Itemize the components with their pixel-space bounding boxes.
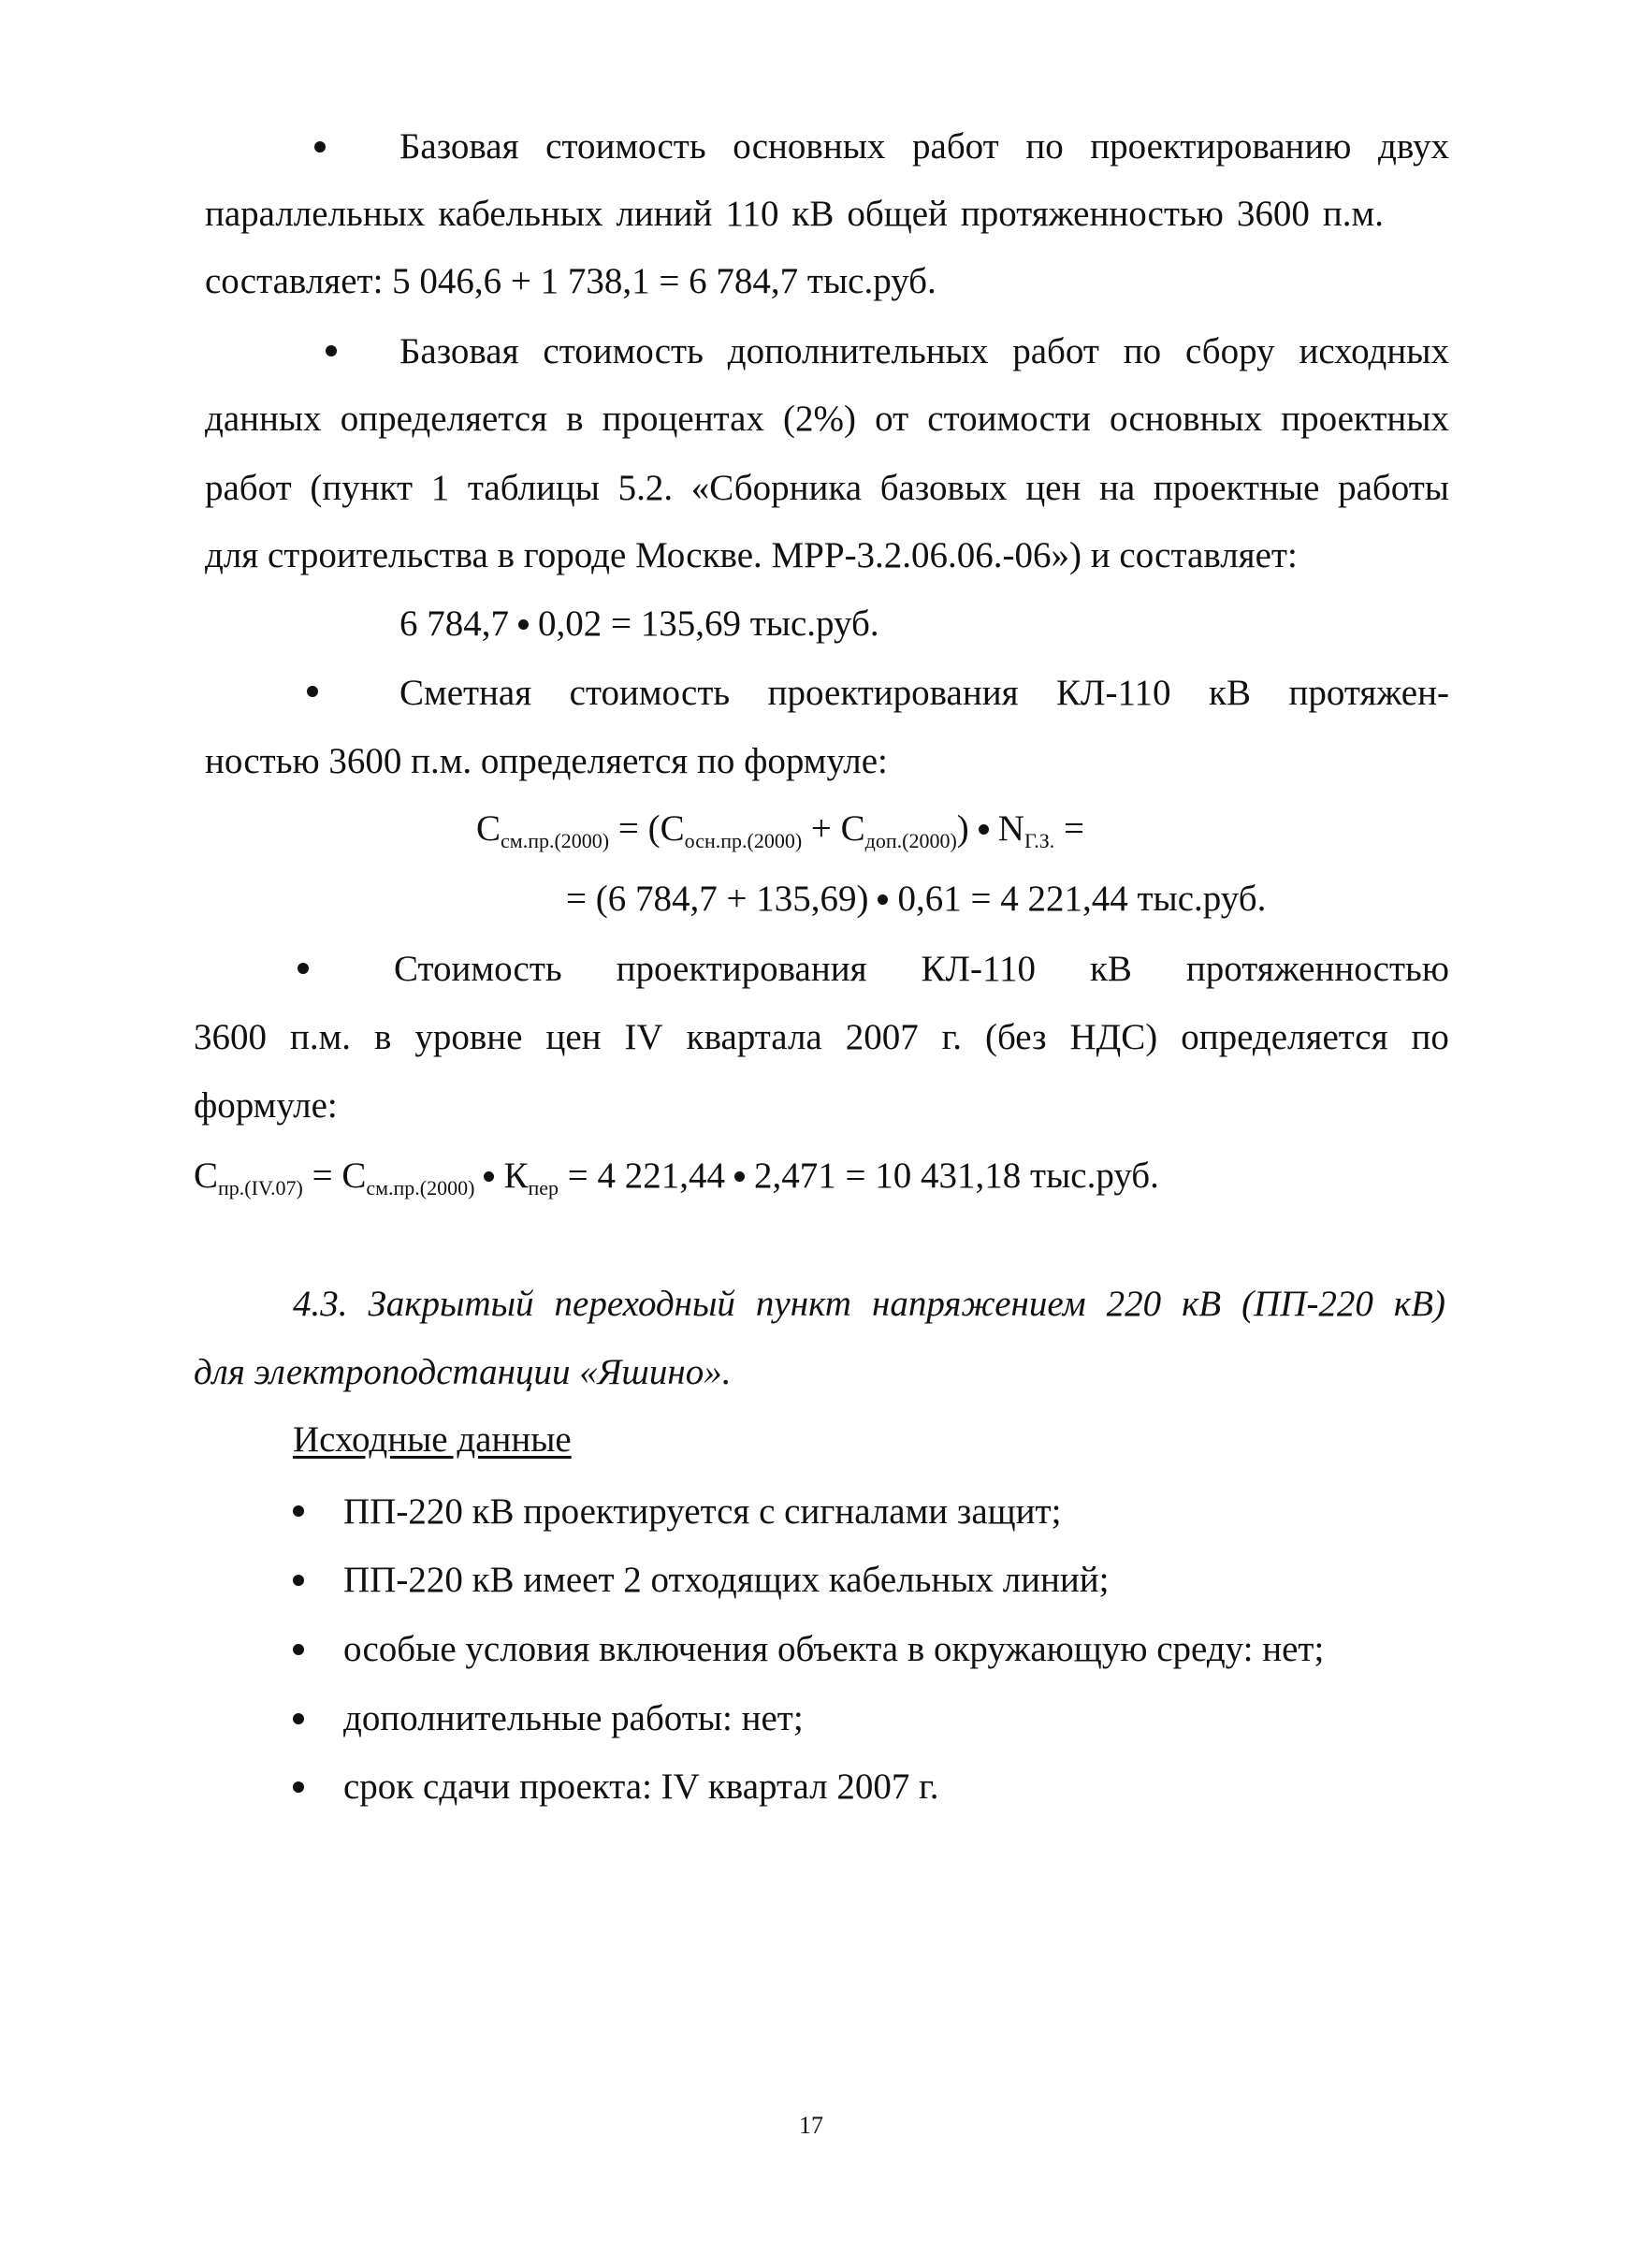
word: процентах (602, 399, 764, 439)
word: 1 (430, 468, 450, 508)
word: пункт (755, 1284, 851, 1324)
word: кабельных (438, 194, 603, 234)
word: напряжением (871, 1284, 1086, 1324)
formula-subscript: осн.пр.(2000) (684, 829, 803, 852)
word: в (566, 399, 584, 439)
word: проектных (1281, 399, 1449, 439)
word: основных (733, 126, 886, 167)
word: проектированию (1090, 126, 1352, 167)
list-item: срок сдачи проекта: IV квартал 2007 г. (343, 1766, 939, 1807)
word: двух (1378, 126, 1449, 167)
word: сбору (1185, 331, 1275, 371)
paragraph-4-line-1 (394, 947, 1449, 992)
word: (пункт (310, 468, 414, 508)
word: п.м. (289, 1017, 352, 1057)
bullet-icon (293, 1505, 304, 1517)
word: НДС) (1069, 1017, 1158, 1057)
paragraph-2-line-4: для строительства в городе Москве. МРР-3.2.06.06.-06») и составляет: (205, 535, 1298, 575)
word: общей (847, 194, 948, 234)
bullet-icon (293, 1781, 304, 1793)
word: проектные (1153, 468, 1320, 508)
formula-subscript: Г.З. (1024, 829, 1055, 852)
word: переходный (554, 1284, 735, 1324)
word: проектирования (616, 949, 867, 989)
word: по (1025, 126, 1064, 167)
formula-subscript: см.пр.(2000) (501, 829, 610, 852)
word: таблицы (467, 468, 600, 508)
paragraph-4-line-3: формуле: (194, 1085, 338, 1126)
word: на (1099, 468, 1136, 508)
word: 3600 (1236, 194, 1310, 234)
word: (ПП-220 (1241, 1284, 1373, 1324)
paragraph-3-line-1 (399, 671, 1449, 716)
formula-3 (194, 1154, 1159, 1199)
word: цен (545, 1017, 602, 1057)
formula-symbol: = 4 221,44 (559, 1156, 726, 1196)
word: работ (912, 126, 999, 167)
word: «Сборника (690, 468, 863, 508)
multiply-dot-icon (878, 894, 888, 905)
word: 220 (1106, 1284, 1162, 1324)
formula-1 (476, 807, 1084, 851)
word: данных (205, 399, 322, 439)
word: кВ (1182, 1284, 1222, 1324)
section-heading-line-1 (293, 1282, 1445, 1327)
list-item: дополнительные работы: нет; (343, 1698, 804, 1738)
word: в (374, 1017, 392, 1057)
word: стоимость (569, 673, 731, 713)
multiply-dot-icon (484, 1171, 494, 1182)
word: квартала (686, 1017, 822, 1057)
bullet-icon (298, 963, 309, 974)
word: определяется (1181, 1017, 1388, 1057)
bullet-icon (293, 1713, 304, 1724)
formula-subscript: пер (528, 1176, 559, 1199)
multiply-dot-icon (734, 1171, 745, 1182)
word: работ (1012, 331, 1099, 371)
bullet-icon (326, 345, 337, 356)
word: (без (984, 1017, 1047, 1057)
word: стоимости (927, 399, 1091, 439)
word: 110 (725, 194, 779, 234)
word: параллельных (205, 194, 426, 234)
multiply-dot-icon (518, 619, 529, 630)
section-subheading: Исходные данные (293, 1419, 572, 1460)
word: 4.3. (293, 1284, 348, 1324)
formula-2-right: 0,61 = 4 221,44 тыс.руб. (897, 879, 1267, 919)
formula-symbol: = (1054, 808, 1084, 849)
list-item: особые условия включения объекта в окружающую среду: нет; (343, 1629, 1325, 1669)
word: проектирования (767, 673, 1019, 713)
word: по (1411, 1017, 1449, 1057)
word: стоимость (543, 331, 704, 371)
word: цен (1025, 468, 1082, 508)
word: определяется (340, 399, 548, 439)
word: работы (1338, 468, 1449, 508)
word: работ (205, 468, 292, 508)
word: исходных (1299, 331, 1449, 371)
bullet-icon (314, 141, 326, 153)
word: Стоимость (394, 949, 562, 989)
word: IV (624, 1017, 663, 1057)
word: базовых (879, 468, 1008, 508)
word: Базовая (399, 331, 519, 371)
word: дополнительных (727, 331, 989, 371)
word: протяжен- (1288, 673, 1449, 713)
bullet-icon (293, 1575, 304, 1586)
paragraph-2-calculation (399, 602, 879, 647)
formula-symbol: + С (802, 808, 865, 849)
formula-symbol: С (194, 1156, 219, 1196)
calc-left: 6 784,7 (399, 603, 509, 644)
word: 2007 (845, 1017, 919, 1057)
word: Закрытый (368, 1284, 534, 1324)
word: от (875, 399, 909, 439)
list-item: ПП-220 кВ имеет 2 отходящих кабельных линий; (343, 1560, 1110, 1600)
word: кВ) (1393, 1284, 1445, 1324)
paragraph-1-line-1 (399, 124, 1449, 169)
word: 3600 (194, 1017, 267, 1057)
paragraph-1-line-3: составляет: 5 046,6 + 1 738,1 = 6 784,7 тыс.руб. (205, 261, 936, 301)
bullet-icon (307, 686, 318, 697)
section-heading-line-2: для электроподстанции «Яшино». (194, 1352, 732, 1392)
word: кВ (1089, 949, 1132, 989)
page-number: 17 (799, 2112, 823, 2139)
formula-subscript: см.пр.(2000) (366, 1176, 475, 1199)
formula-symbol: = (С (609, 808, 685, 849)
formula-symbol: 2,471 = 10 431,18 тыс.руб. (754, 1156, 1159, 1196)
word: основных (1109, 399, 1263, 439)
formula-symbol: К (503, 1156, 529, 1196)
word: г. (941, 1017, 963, 1057)
formula-2 (566, 877, 1266, 922)
paragraph-4-line-2 (194, 1015, 1449, 1060)
word: по (1123, 331, 1162, 371)
formula-2-left: = (6 784,7 + 135,69) (566, 879, 869, 919)
paragraph-2-line-1 (399, 329, 1449, 374)
calc-right: 0,02 = 135,69 тыс.руб. (538, 603, 879, 644)
word: уровне (414, 1017, 523, 1057)
paragraph-2-line-3 (205, 466, 1449, 511)
word: стоимость (545, 126, 706, 167)
word: 5.2. (617, 468, 674, 508)
word: кВ (1209, 673, 1252, 713)
list-item: ПП-220 кВ проектируется с сигналами защит; (343, 1491, 1062, 1532)
paragraph-1-line-2 (205, 192, 1384, 237)
formula-symbol: = С (302, 1156, 367, 1196)
word: (2%) (783, 399, 857, 439)
formula-symbol: N (997, 808, 1024, 849)
formula-symbol: ) (956, 808, 969, 849)
paragraph-3-line-2: ностью 3600 п.м. определяется по формуле: (205, 741, 888, 781)
formula-subscript: пр.(IV.07) (218, 1176, 303, 1199)
word: протяженностью (1185, 949, 1449, 989)
word: п.м. (1322, 194, 1384, 234)
word: протяженностью (960, 194, 1224, 234)
word: КЛ-110 (921, 949, 1037, 989)
bullet-icon (293, 1644, 304, 1655)
word: КЛ-110 (1056, 673, 1171, 713)
paragraph-2-line-2 (205, 397, 1449, 442)
word: линий (616, 194, 713, 234)
word: Базовая (399, 126, 519, 167)
word: Сметная (399, 673, 532, 713)
word: кВ (791, 194, 835, 234)
formula-subscript: доп.(2000) (864, 829, 957, 852)
multiply-dot-icon (979, 824, 989, 835)
formula-symbol: С (476, 808, 501, 849)
